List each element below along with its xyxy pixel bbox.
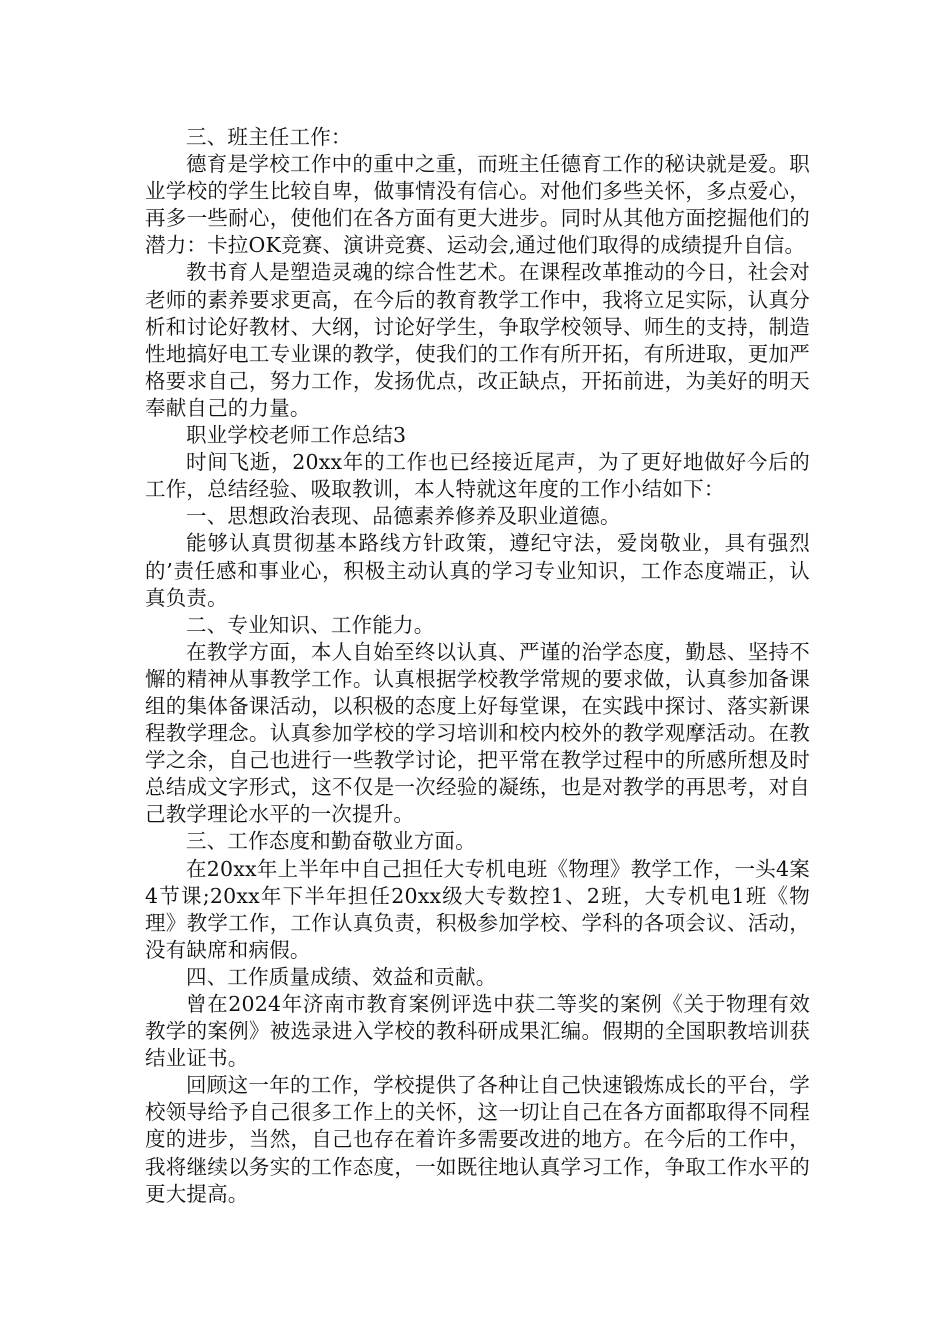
paragraph-review: 回顾这一年的工作，学校提供了各种让自己快速锻炼成长的平台，学校领导给予自己很多工作上的关怀，这一切让自己在各方面都取得不同程度的进步，当然，自己也存在着许多需要改进的地方。在今后的工作中，我将继续以务实的工作态度，一如既往地认真学习工作，争取工作水平的更大提高。 [145,1073,810,1206]
summary-title: 职业学校老师工作总结3 [186,423,407,448]
document-body [145,124,810,1208]
paragraph-professional: 在教学方面，本人自始至终以认真、严谨的治学态度，勤恳、坚持不懈的精神从事教学工作。认真根据学校教学常规的要求做，认真参加备课组的集体备课活动，以积极的态度上好每堂课，在实践中探讨、落实新课程教学理念。认真参加学校的学习培训和校内校外的教学观摩活动。在教学之余，自己也进行一些教学讨论，把平常在教学过程中的所感所想及时总结成文字形式，这不仅是一次经验的凝练，也是对教学的再思考，对自己教学理论水平的一次提升。 [145,639,810,827]
paragraph-quality: 曾在2024年济南市教育案例评选中获二等奖的案例《关于物理有效教学的案例》被选录进入学校的教科研成果汇编。假期的全国职教培训获结业证书。 [145,992,810,1071]
section-heading-head-teacher-work: 三、班主任工作： [186,125,352,149]
paragraph-moral-education: 德育是学校工作中的重中之重，而班主任德育工作的秘诀就是爱。职业学校的学生比较自卑，做事情没有信心。对他们多些关怀，多点爱心，再多一些耐心，使他们在各方面有更大进步。同时从其他方面挖掘他们的潜力：卡拉OK竞赛、演讲竞赛、运动会,通过他们取得的成绩提升自信。 [145,152,810,258]
section-heading-quality: 四、工作质量成绩、效益和贡献。 [186,964,497,989]
paragraph-teaching-art: 教书育人是塑造灵魂的综合性艺术。在课程改革推动的今日，社会对老师的素养要求更高，在今后的教育教学工作中，我将立足实际，认真分析和讨论好教材、大纲，讨论好学生，争取学校领导、师生的支持，制造性地搞好电工专业课的教学，使我们的工作有所开拓，有所进取，更加严格要求自己，努力工作，发扬优点，改正缺点，开拓前进，为美好的明天奉献自己的力量。 [145,260,810,420]
paragraph-intro: 时间飞逝，20xx年的工作也已经接近尾声，为了更好地做好今后的工作，总结经验、吸取教训，本人特就这年度的工作小结如下： [145,450,810,502]
section-heading-professional: 二、专业知识、工作能力。 [186,612,435,637]
paragraph-political: 能够认真贯彻基本路线方针政策，遵纪守法，爱岗敬业，具有强烈的’责任感和事业心，积极主动认真的学习专业知识，工作态度端正，认真负责。 [145,531,810,610]
section-heading-attitude: 三、工作态度和勤奋敬业方面。 [186,829,476,854]
section-heading-political: 一、思想政治表现、品德素养修养及职业道德。 [186,504,621,529]
paragraph-attitude: 在20xx年上半年中自己担任大专机电班《物理》教学工作，一头4案4节课;20xx年下半年担任20xx级大专数控1、2班，大专机电1班《物理》教学工作，工作认真负责，积极参加学校、学科的各项会议、活动，没有缺席和病假。 [145,856,810,962]
